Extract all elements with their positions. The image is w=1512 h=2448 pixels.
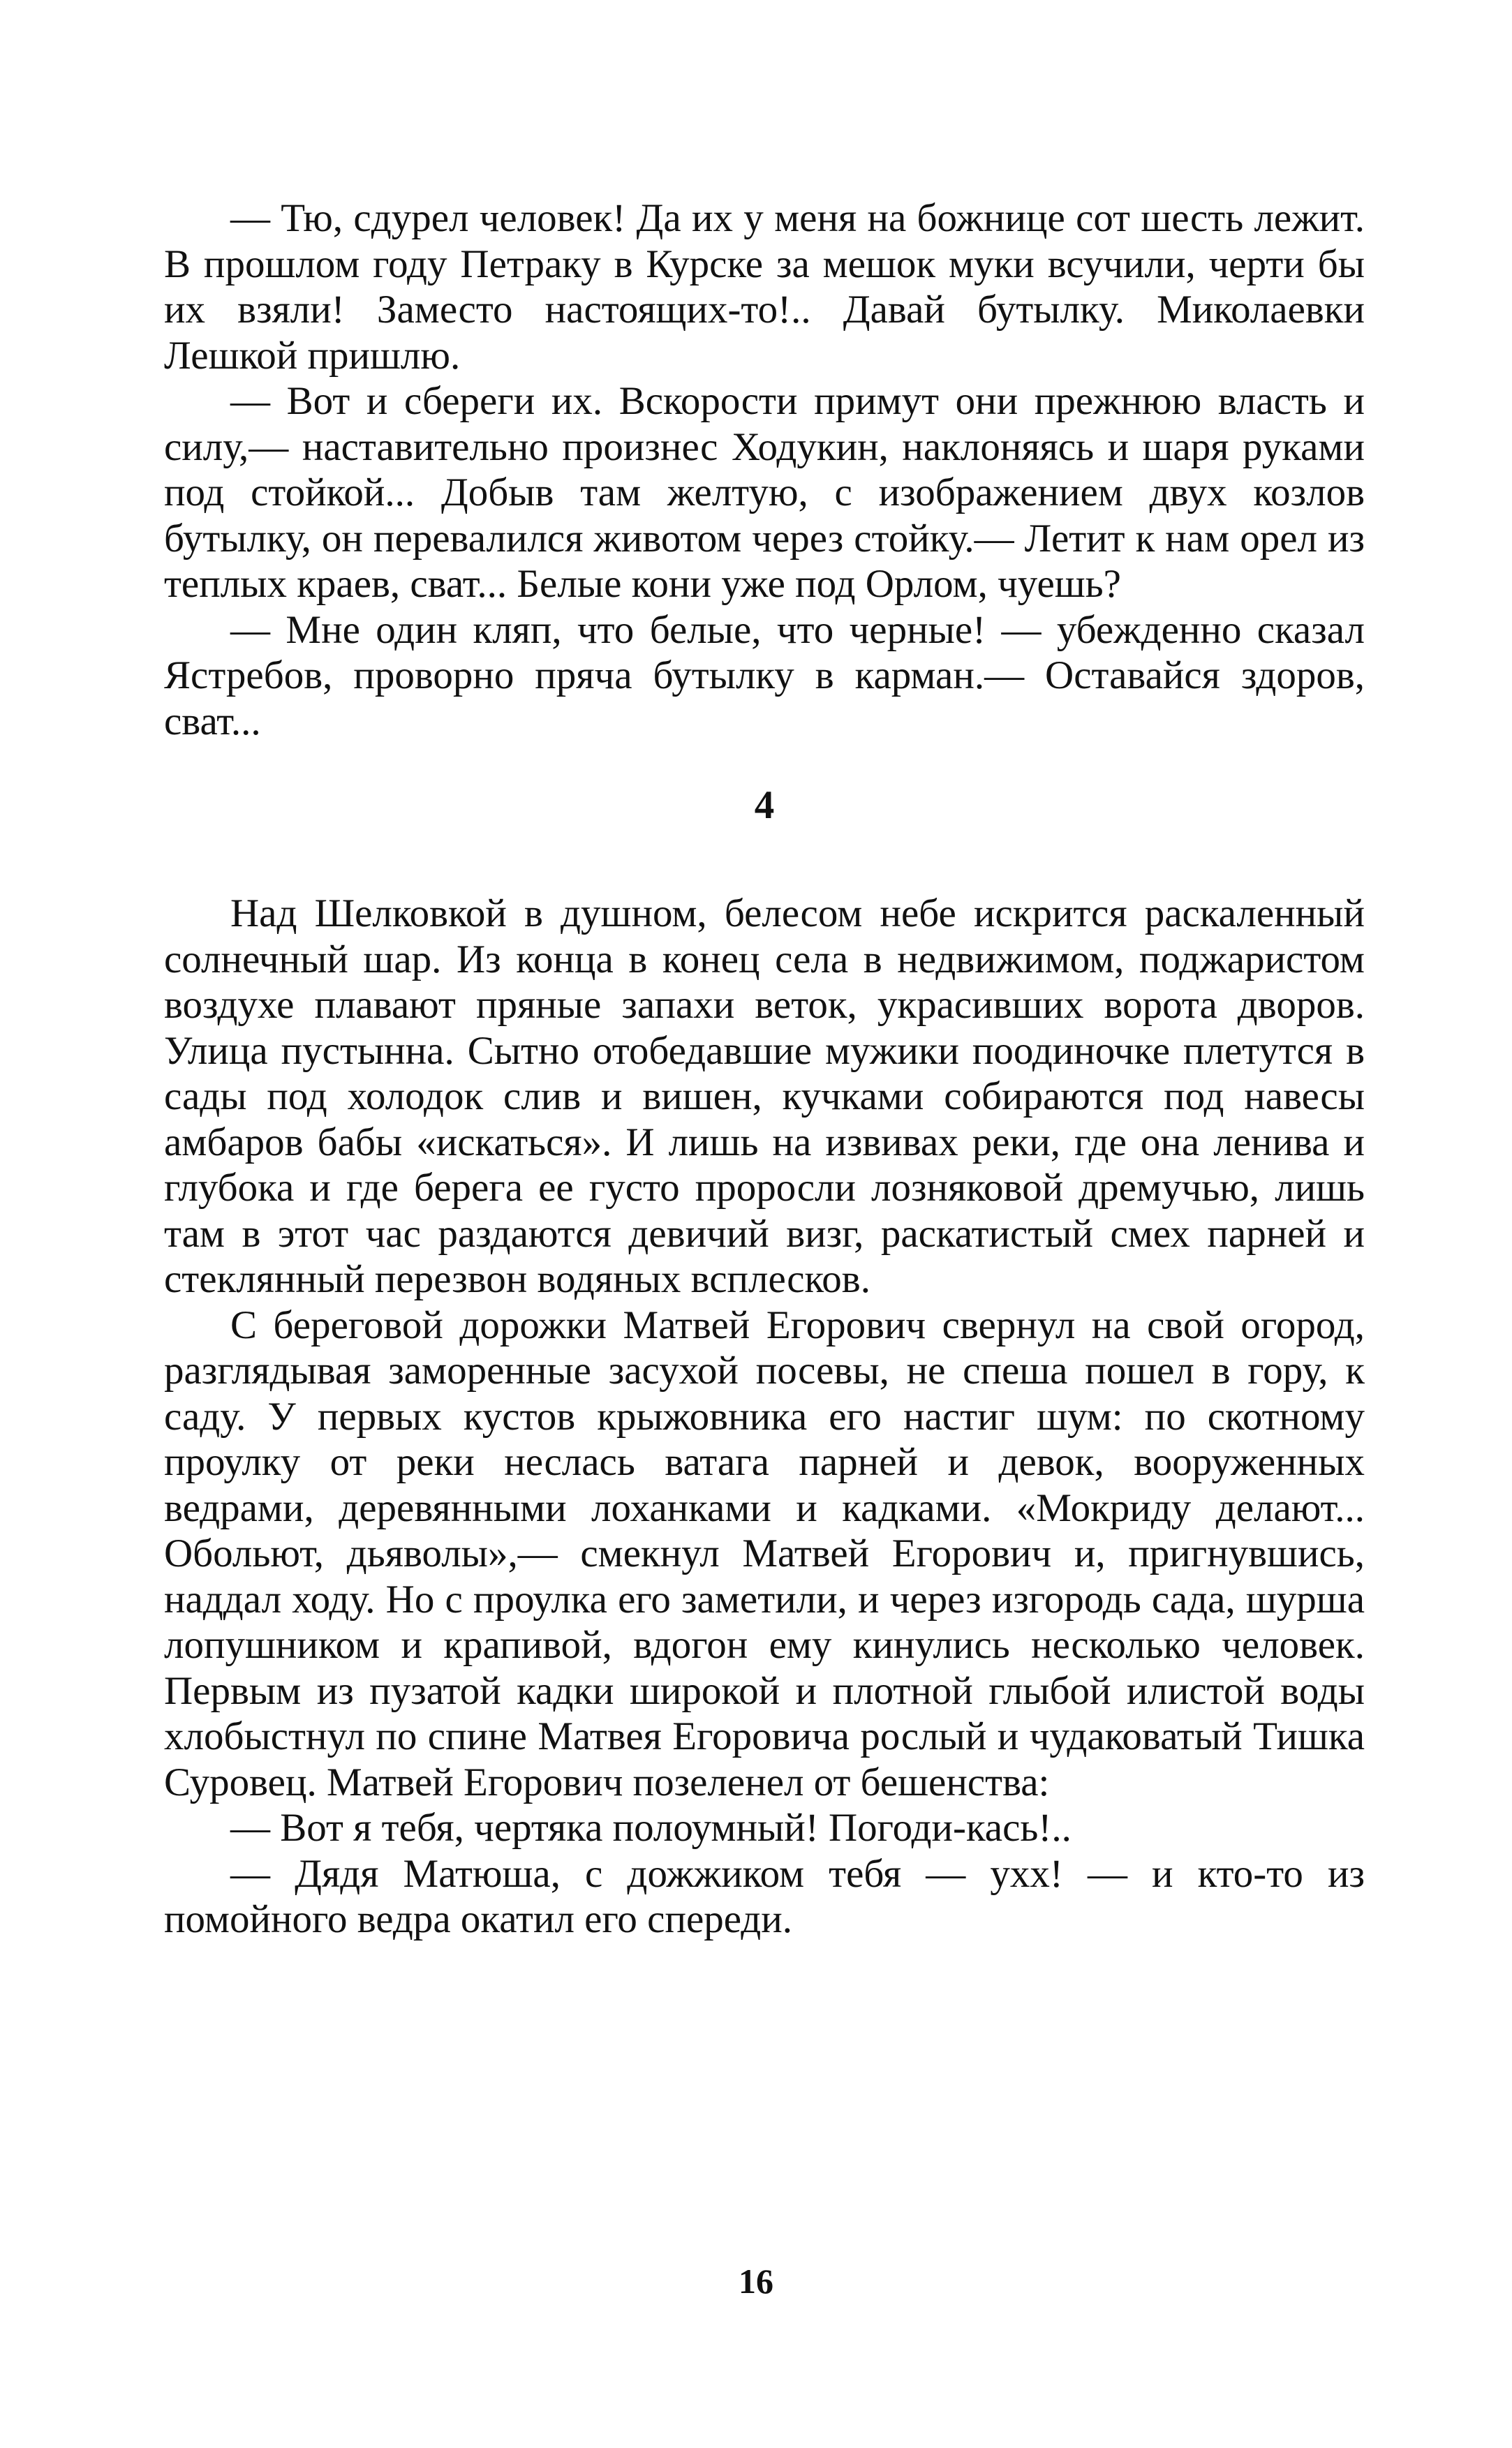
paragraph: С береговой дорожки Матвей Егорович свернул на свой огород, разглядывая заморенные засухой посевы, не спеша пошел в гору, к саду. У первых кустов крыжовника его настиг шум: по скотному проулку от реки неслась ватага парней и девок, вооруженных ведрами, деревянными лоханками и кадками. «Мокриду делают... Обольют, дьяволы»,— смекнул Матвей Егорович и, пригнувшись, наддал ходу. Но с проулка его заметили, и через изгородь сада, шурша лопушником и крапивой, вдогон ему кинулись несколько человек. Первым из пузатой кадки широкой и плотной глыбой илистой воды хлобыстнул по спине Матвея Егоровича рослый и чудаковатый Тишка Суровец. Матвей Егорович позеленел от бешенства: [164,1303,1365,1804]
paragraph: Над Шелковкой в душном, белесом небе искрится раскаленный солнечный шар. Из конца в конец села в недвижимом, поджаристом воздухе плавают пряные запахи веток, украсивших ворота дворов. Улица пустынна. Сытно отобедавшие мужики поодиночке плетутся в сады под холодок слив и вишен, кучками собираются под навесы амбаров бабы «искаться». И лишь на извивах реки, где она ленива и глубока и где берега ее густо проросли лозняковой дремучью, лишь там в этот час раздаются девичий визг, раскатистый смех парней и стеклянный перезвон водяных всплесков. [164,891,1365,1301]
paragraph: — Мне один кляп, что белые, что черные! — убежденно сказал Ястребов, проворно пряча бутылку в карман.— Оставайся здоров, сват... [164,607,1365,743]
paragraph: — Дядя Матюша, с дожжиком тебя — ухх! — и кто-то из помойного ведра окатил его спереди. [164,1851,1365,1941]
paragraph: — Вот я тебя, чертяка полоумный! Погоди-кась!.. [230,1806,1072,1850]
chapter-number: 4 [754,783,775,827]
page-number: 16 [739,2262,773,2301]
paragraph: — Вот и сбереги их. Вскорости примут они прежнюю власть и силу,— наставительно произнес Ходукин, наклоняясь и шаря руками под стойкой... Добыв там желтую, с изображением двух козлов бутылку, он перевалился животом через стойку.— Летит к нам орел из теплых краев, сват... Белые кони уже под Орлом, чуешь? [164,379,1365,606]
page-body [164,195,1365,1943]
paragraph: — Тю, сдурел человек! Да их у меня на божнице сот шесть лежит. В прошлом году Петраку в Курске за мешок муки всучили, черти бы их взяли! Заместо настоящих-то!.. Давай бутылку. Миколаевки Лешкой пришлю. [164,196,1365,378]
